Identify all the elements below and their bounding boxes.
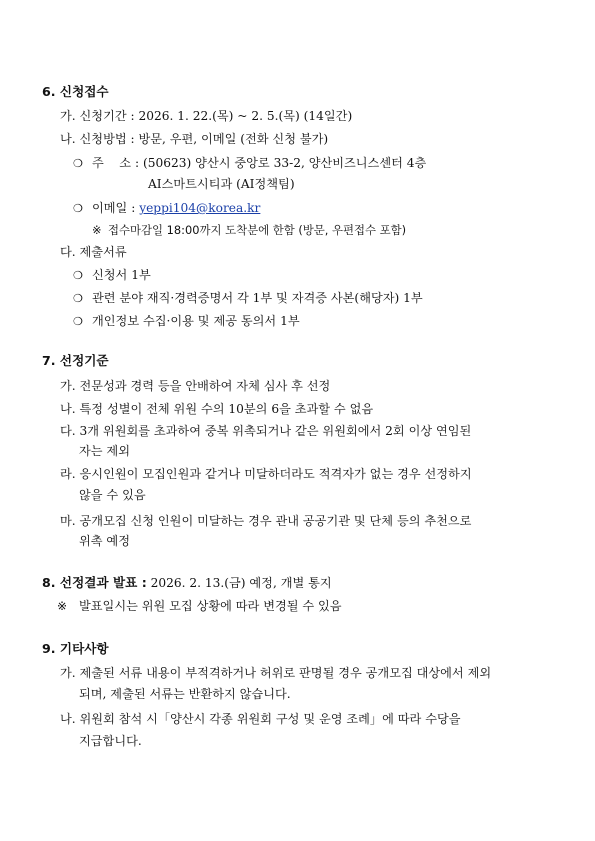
s6-email-row: [73, 200, 260, 217]
email-separator: :: [127, 201, 140, 215]
section-8-row: [42, 575, 332, 591]
s7-item-e-cont: 위촉 예정: [79, 534, 130, 548]
s7-item-d: 라. 응시인원이 모집인원과 같거나 미달하더라도 적격자가 없는 경우 선정하지: [60, 467, 472, 481]
announcement-date: 2026. 2. 13.(금) 예정, 개별 통지: [146, 576, 332, 590]
note-mark-icon: ※: [92, 223, 102, 237]
s7-item-e: 마. 공개모집 신청 인원이 미달하는 경우 관내 공공기관 및 단체 등의 추천으로: [60, 514, 472, 528]
s6-item-a: 가. 신청기간 : 2026. 1. 22.(목) ~ 2. 5.(목) (14일간): [60, 109, 353, 123]
s9-item-a: 가. 제출된 서류 내용이 부적격하거나 허위로 판명될 경우 공개모집 대상에서 제외: [60, 666, 492, 680]
doc-item: [73, 290, 423, 307]
section-9-title: 9. 기타사항: [42, 641, 109, 656]
s6-item-c: 다. 제출서류: [60, 245, 127, 259]
section-7-title: 7. 선정기준: [42, 353, 109, 368]
s7-item-d-cont: 않을 수 있음: [79, 488, 146, 502]
address-value: : (50623) 양산시 중앙로 33-2, 양산비즈니스센터 4층: [135, 156, 427, 170]
circle-bullet-icon: ❍: [73, 292, 83, 305]
section-8-title: 8. 선정결과 발표 :: [42, 575, 147, 590]
deadline-note-text: 접수마감일 18:00까지 도착분에 한함 (방문, 우편접수 포함): [108, 223, 407, 237]
circle-bullet-icon: ❍: [73, 269, 83, 282]
s9-item-a-cont: 되며, 제출된 서류는 반환하지 않습니다.: [79, 687, 291, 701]
doc-item-text: 관련 분야 재직·경력증명서 각 1부 및 자격증 사본(해당자) 1부: [92, 291, 423, 305]
address-dept: AI스마트시티과 (AI정책팀): [148, 177, 295, 191]
s9-item-b: 나. 위원회 참석 시「양산시 각종 위원회 구성 및 운영 조례」에 따라 수당을: [60, 712, 461, 726]
doc-item-text: 개인정보 수집·이용 및 제공 동의서 1부: [92, 314, 300, 328]
address-label: 주 소: [92, 156, 132, 170]
section-6-title: 6. 신청접수: [42, 84, 109, 99]
circle-bullet-icon: ❍: [73, 202, 83, 215]
s6-deadline-note: [92, 222, 406, 238]
s6-item-b: 나. 신청방법 : 방문, 우편, 이메일 (전화 신청 불가): [60, 132, 329, 146]
doc-item-text: 신청서 1부: [92, 268, 151, 282]
s7-item-c-cont: 자는 제외: [79, 444, 130, 458]
circle-bullet-icon: ❍: [73, 157, 83, 170]
email-label: 이메일: [92, 201, 128, 215]
s9-item-b-cont: 지급합니다.: [79, 734, 142, 748]
s7-item-a: 가. 전문성과 경력 등을 안배하여 자체 심사 후 선정: [60, 379, 331, 393]
s8-note-text: 발표일시는 위원 모집 상황에 따라 변경될 수 있음: [79, 599, 342, 613]
note-mark-icon: ※: [57, 599, 68, 613]
s8-note: [57, 598, 342, 614]
s7-item-c: 다. 3개 위원회를 초과하여 중복 위촉되거나 같은 위원회에서 2회 이상 연임된: [60, 424, 472, 438]
doc-item: [73, 267, 151, 284]
s6-address-row: [73, 155, 426, 172]
s7-item-b: 나. 특정 성별이 전체 위원 수의 10분의 6을 초과할 수 없음: [60, 402, 374, 416]
doc-item: [73, 313, 300, 330]
circle-bullet-icon: ❍: [73, 315, 83, 328]
email-link[interactable]: yeppi104@korea.kr: [139, 201, 261, 215]
